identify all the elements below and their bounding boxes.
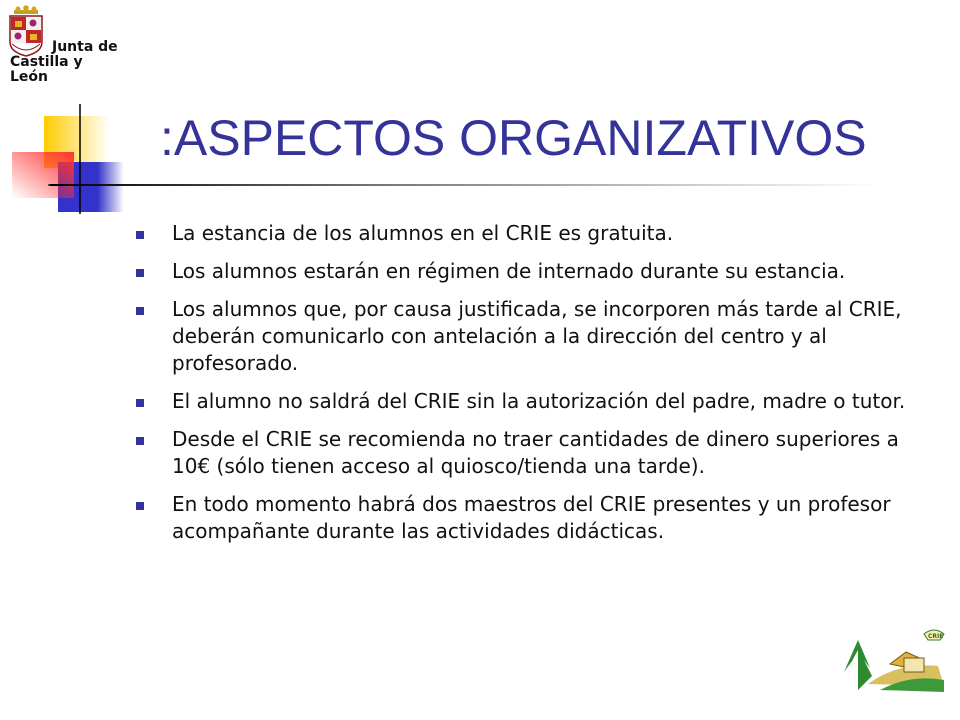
junta-castilla-leon-logo [6, 4, 120, 85]
square-bullet-icon [136, 399, 144, 407]
crie-landscape-logo [840, 620, 946, 692]
list-item: El alumno no saldrá del CRIE sin la autorización del padre, madre o tutor. [130, 388, 940, 415]
logo-line2: Castilla y León [10, 54, 83, 85]
logo-line1: Junta de [52, 39, 118, 55]
title-divider [50, 184, 880, 186]
decorative-squares [0, 90, 140, 220]
list-item: La estancia de los alumnos en el CRIE es gratuita. [130, 220, 940, 247]
list-item: Desde el CRIE se recomienda no traer cantidades de dinero superiores a 10€ (sólo tienen acceso al quiosco/tienda una tarde). [130, 426, 940, 480]
slide-title: :ASPECTOS ORGANIZATIVOS [160, 110, 867, 166]
square-bullet-icon [136, 307, 144, 315]
square-bullet-icon [136, 231, 144, 239]
square-bullet-icon [136, 437, 144, 445]
list-item: Los alumnos estarán en régimen de internado durante su estancia. [130, 258, 940, 285]
bullet-list [130, 220, 940, 556]
logo-text [10, 39, 120, 85]
square-bullet-icon [136, 269, 144, 277]
square-bullet-icon [136, 502, 144, 510]
list-item: Los alumnos que, por causa justificada, se incorporen más tarde al CRIE, deberán comunicarlo con antelación a la dirección del centro y al profesorado. [130, 296, 940, 377]
list-item: En todo momento habrá dos maestros del CRIE presentes y un profesor acompañante durante las actividades didácticas. [130, 491, 940, 545]
crie-logo-label: CRIE [928, 633, 944, 640]
